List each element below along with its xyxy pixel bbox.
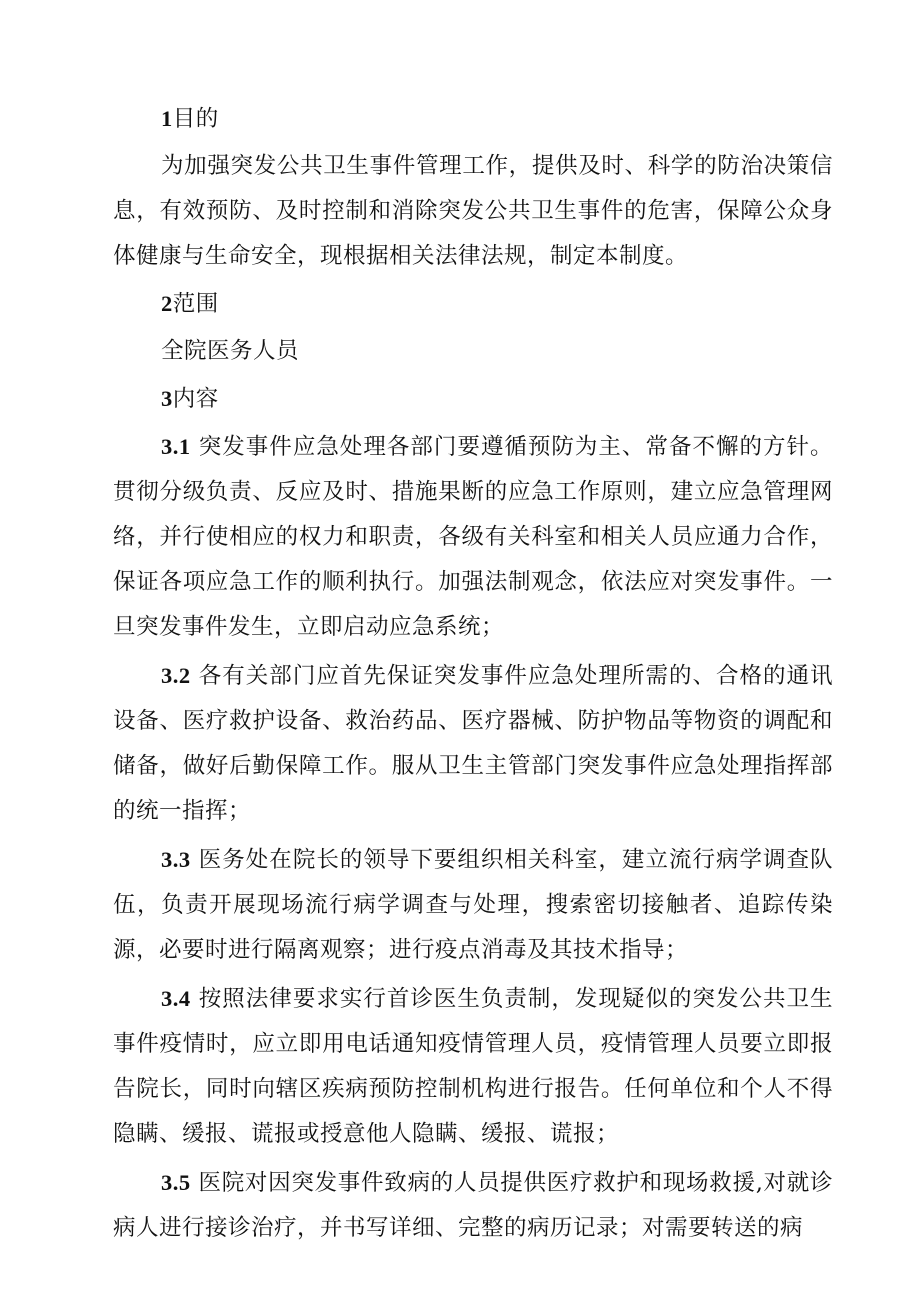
clause-text: 医院对因突发事件致病的人员提供医疗救护和现场救援,对就诊病人进行接诊治疗，并书写详细、完整的病历记录；对需要转送的病 bbox=[113, 1170, 833, 1241]
section-title: 内容 bbox=[172, 386, 219, 412]
clause-text: 按照法律要求实行首诊医生负责制，发现疑似的突发公共卫生事件疫情时，应立即用电话通知疫情管理人员，疫情管理人员要立即报告院长，同时向辖区疾病预防控制机构进行报告。任何单位和个人不得隐瞒、缓报、谎报或授意他人隐瞒、缓报、谎报； bbox=[113, 986, 833, 1147]
section-title: 目的 bbox=[172, 106, 219, 132]
paragraph-3-1 bbox=[113, 424, 833, 650]
paragraph-3-5 bbox=[113, 1160, 833, 1251]
heading-scope bbox=[113, 281, 833, 327]
section-title: 范围 bbox=[172, 291, 219, 317]
section-number: 3 bbox=[161, 386, 173, 411]
clause-text: 各有关部门应首先保证突发事件应急处理所需的、合格的通讯设备、医疗救护设备、救治药品、医疗器械、防护物品等物资的调配和储备，做好后勤保障工作。服从卫生主管部门突发事件应急处理指挥部的统一指挥； bbox=[113, 663, 833, 824]
paragraph-purpose: 为加强突发公共卫生事件管理工作，提供及时、科学的防治决策信息，有效预防、及时控制和消除突发公共卫生事件的危害，保障公众身体健康与生命安全，现根据相关法律法规，制定本制度。 bbox=[113, 153, 833, 269]
clause-number: 3.1 bbox=[161, 434, 191, 459]
section-number: 2 bbox=[161, 291, 173, 316]
heading-purpose bbox=[113, 96, 833, 142]
clause-number: 3.3 bbox=[161, 847, 191, 872]
paragraph-3-3 bbox=[113, 837, 833, 973]
document-body bbox=[113, 96, 833, 1251]
clause-number: 3.2 bbox=[161, 663, 191, 688]
paragraph-scope: 全院医务人员 bbox=[161, 338, 300, 364]
clause-text: 突发事件应急处理各部门要遵循预防为主、常备不懈的方针。贯彻分级负责、反应及时、措施果断的应急工作原则，建立应急管理网络，并行使相应的权力和职责，各级有关科室和相关人员应通力合作，保证各项应急工作的顺利执行。加强法制观念，依法应对突发事件。一旦突发事件发生，立即启动应急系统； bbox=[113, 434, 833, 640]
clause-number: 3.4 bbox=[161, 986, 191, 1011]
paragraph-3-4 bbox=[113, 976, 833, 1157]
section-number: 1 bbox=[161, 106, 173, 131]
paragraph-3-2 bbox=[113, 653, 833, 834]
clause-text: 医务处在院长的领导下要组织相关科室，建立流行病学调查队伍，负责开展现场流行病学调查与处理，搜索密切接触者、追踪传染源，必要时进行隔离观察；进行疫点消毒及其技术指导； bbox=[113, 847, 833, 963]
clause-number: 3.5 bbox=[161, 1170, 191, 1195]
heading-content bbox=[113, 376, 833, 422]
